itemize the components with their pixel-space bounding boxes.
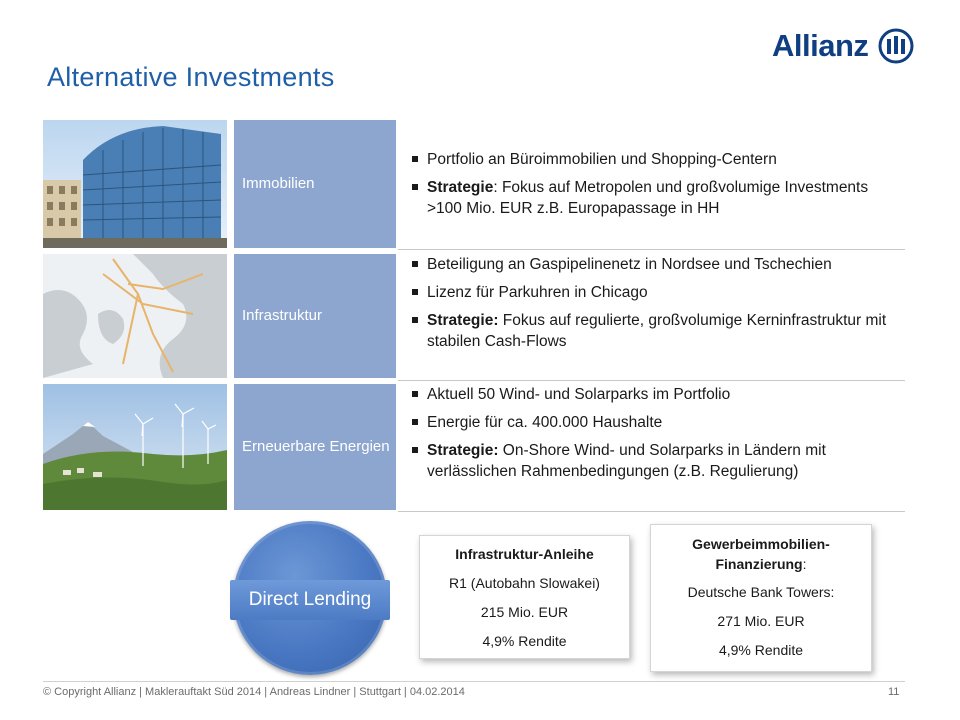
category-erneuerbare-energien: Erneuerbare Energien	[234, 384, 396, 510]
card-line: Deutsche Bank Towers:	[687, 584, 835, 600]
category-immobilien: Immobilien	[234, 120, 396, 248]
footer-divider	[43, 681, 905, 682]
footer-text: © Copyright Allianz | Maklerauftakt Süd 2014 | Andreas Lindner | Stuttgart | 04.02.2014	[43, 686, 465, 698]
category-infrastruktur: Infrastruktur	[234, 254, 396, 378]
bullet-item: Energie für ca. 400.000 Haushalte	[410, 412, 905, 433]
card-line: 215 Mio. EUR	[480, 604, 569, 620]
pipeline-map-image	[43, 254, 227, 378]
wind-farm-photo	[43, 384, 227, 510]
card-heading: Infrastruktur-Anleihe	[455, 546, 594, 562]
page-title: Alternative Investments	[47, 62, 335, 92]
bullet-item: Strategie: Fokus auf Metropolen und großvolumige Investments >100 Mio. EUR z.B. Europapassage in HH	[410, 177, 905, 219]
page-number: 11	[888, 686, 900, 698]
card-line: 271 Mio. EUR	[717, 613, 805, 629]
bullet-item: Strategie: Fokus auf regulierte, großvolumige Kerninfrastruktur mit stabilen Cash-Flows	[410, 310, 905, 352]
row-divider	[398, 249, 905, 250]
bullets-erneuerbare-energien	[410, 384, 905, 489]
allianz-logo	[772, 24, 914, 68]
direct-lending-label: Direct Lending	[230, 580, 390, 620]
bullets-immobilien	[410, 149, 905, 226]
card-line: 4,9% Rendite	[482, 633, 567, 649]
card-line: 4,9% Rendite	[718, 642, 804, 658]
gewerbeimmobilien-card	[650, 524, 872, 672]
card-line: R1 (Autobahn Slowakei)	[449, 575, 600, 591]
row-divider	[398, 380, 905, 381]
allianz-eagle-pillars-icon	[878, 28, 914, 64]
infrastruktur-anleihe-card	[419, 535, 630, 659]
bullet-item: Lizenz für Parkuhren in Chicago	[410, 282, 905, 303]
bullet-item: Beteiligung an Gaspipelinenetz in Nordsee und Tschechien	[410, 254, 905, 275]
card-heading: Gewerbeimmobilien-Finanzierung:	[692, 536, 830, 572]
bullet-item: Strategie: On-Shore Wind- und Solarparks in Ländern mit verlässlichen Rahmenbedingungen (z.B. Regulierung)	[410, 440, 905, 482]
bullet-item: Portfolio an Büroimmobilien und Shopping-Centern	[410, 149, 905, 170]
bullet-item: Aktuell 50 Wind- und Solarparks im Portfolio	[410, 384, 905, 405]
bullets-infrastruktur	[410, 254, 905, 359]
office-building-photo	[43, 120, 227, 248]
row-divider	[398, 511, 905, 512]
logo-text: Allianz	[772, 28, 869, 63]
